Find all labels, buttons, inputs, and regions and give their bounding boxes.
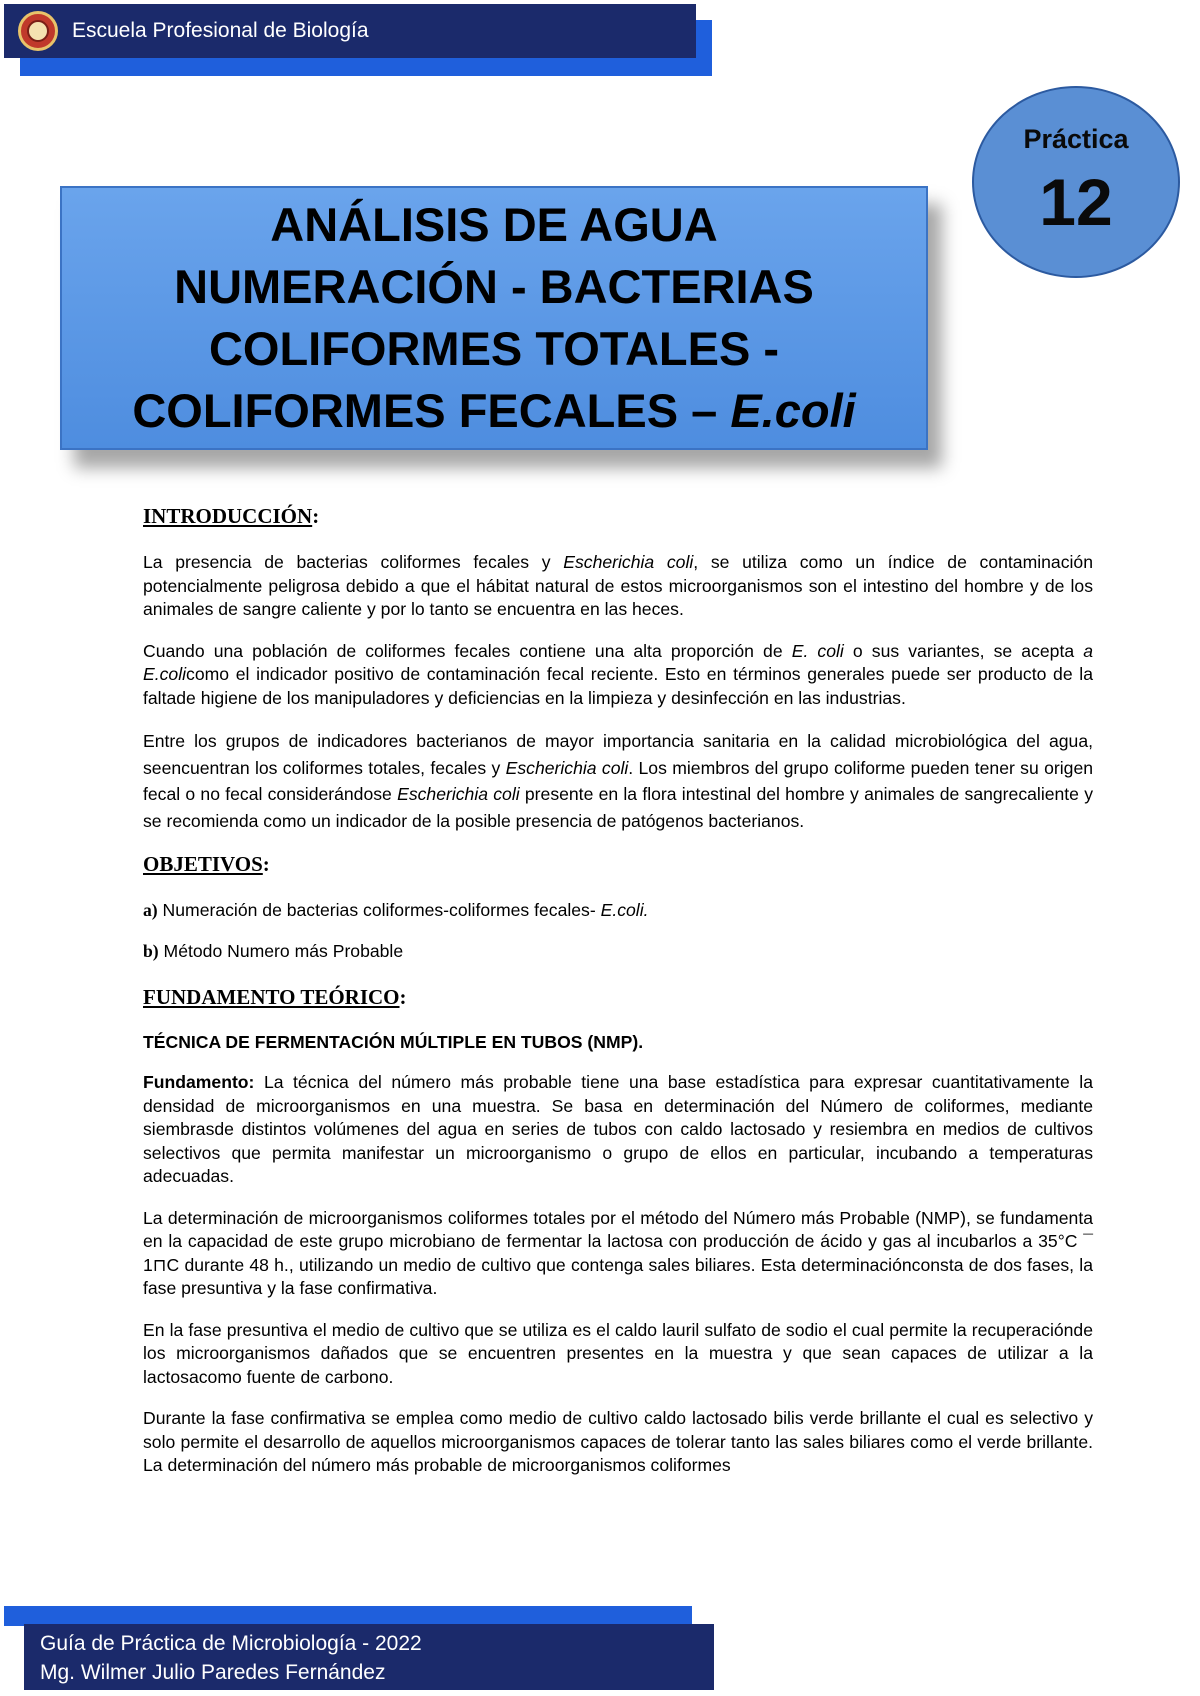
text-run: o sus variantes, se acepta (843, 640, 1084, 661)
practice-badge (972, 86, 1180, 278)
title-line-4-italic: E.coli (730, 384, 856, 437)
text-run: La presencia de bacterias coliformes fecales y (143, 552, 564, 572)
section-heading-theory: FUNDAMENTO TEÓRICO: (143, 985, 407, 1009)
practice-label: Práctica (1023, 124, 1129, 154)
italic-run: Escherichia coli (505, 757, 629, 778)
theory-paragraph-2: La determinación de microorganismos coliformes totales por el método del Número más Probable (NMP), se fundamenta en la capacidad de este grupo microbiano de fermentar la lactosa con producción de ácido y gas al incubarlos a 35°C ¯ 1⊓C durante 48 h., utilizando un medio de cultivo que contenga sales biliares. Esta determinaciónconsta de dos fases, la fase presuntiva y la fase confirmativa. (143, 1207, 1093, 1298)
objective-item-b (143, 940, 1093, 963)
title-box (60, 186, 928, 450)
heading-text: OBJETIVOS (143, 852, 263, 876)
theory-paragraph-3: En la fase presuntiva el medio de cultivo que se utiliza es el caldo lauril sulfato de sodio el cual permite la recuperaciónde los microorganismos dañados que se encuentren presentes en la muestra y que sean capaces de utilizar a la lactosacomo fuente de carbono. (143, 1319, 1093, 1387)
text-run: Método Numero más Probable (158, 941, 404, 961)
theory-paragraph-1 (143, 1071, 1093, 1189)
heading-text: INTRODUCCIÓN (143, 504, 313, 528)
footer-accent-bar (4, 1606, 692, 1626)
intro-paragraph-2 (143, 640, 1093, 711)
text-run: , se utiliza como un índice de contaminación potencialmente peligrosa debido a que el hábitat natural de estos microorganismos son el intestino del hombre y de los animales de sangre caliente y por lo tanto se encuentra en las heces. (143, 552, 1093, 619)
header-bar (4, 4, 696, 58)
section-heading-objectives: OBJETIVOS: (143, 852, 270, 876)
text-run: . Los miembros del grupo coliforme pueden tener su origen fecal o no fecal considerándose (143, 757, 1094, 804)
title-line-2: NUMERACIÓN - BACTERIAS (174, 260, 814, 313)
list-marker: b) (143, 941, 159, 961)
text-run: La técnica del número más probable tiene una base estadística para expresar cuantitativamente la densidad de microorganismos en una muestra. Se basa en determinación del Número de coliformes, mediante siembrasde distintos volúmenes del agua en series de tubos con caldo lactosado y resiembra en medios de cultivos selectivos que permita manifestar un microorganismo o grupo de ellos en particular, incubando a temperaturas adecuadas. (143, 1072, 1093, 1186)
document-body (143, 504, 1093, 1478)
heading-text: FUNDAMENTO TEÓRICO (143, 985, 400, 1009)
text-run: como el indicador positivo de contaminación fecal reciente. Esto en términos generales puede ser producto de la faltade higiene de los manipuladores y deficiencias en la limpieza y desinfección en las industrias. (143, 664, 1093, 708)
footer-course: Guía de Práctica de Microbiología - 2022 (40, 1632, 422, 1655)
italic-run: E.coli. (600, 900, 649, 920)
intro-paragraph-3 (143, 728, 1093, 834)
section-heading-introduction: INTRODUCCIÓN: (143, 504, 320, 528)
footer-author: Mg. Wilmer Julio Paredes Fernández (40, 1661, 386, 1684)
university-logo (18, 11, 58, 51)
italic-run: Escherichia coli (563, 552, 694, 572)
text-run: Entre los grupos de indicadores bacterianos de mayor importancia sanitaria en la calidad microbiológica del agua, seencuentran los coliformes totales, fecales y (143, 731, 1093, 778)
text-run: presente en la flora intestinal del hombre y animales de sangrecaliente y se recomienda como un indicador de la posible presencia de patógenos bacterianos. (143, 784, 1093, 831)
list-marker: a) (143, 900, 158, 920)
title-line-1: ANÁLISIS DE AGUA (270, 198, 718, 251)
technique-subheading: TÉCNICA DE FERMENTACIÓN MÚLTIPLE EN TUBOS (NMP). (143, 1032, 644, 1052)
institution-name: Escuela Profesional de Biología (72, 19, 369, 42)
italic-run: a E.coli (143, 640, 1093, 684)
theory-paragraph-4: Durante la fase confirmativa se emplea como medio de cultivo caldo lactosado bilis verde brillante el cual es selectivo y solo permite el desarrollo de aquellos microorganismos capaces de tolerar tanto las sales biliares como el verde brillante. La determinación del número más probable de microorganismos coliformes (143, 1408, 1093, 1475)
intro-paragraph-1 (143, 551, 1093, 622)
title-line-4 (132, 380, 855, 442)
bold-label: Fundamento: (143, 1072, 255, 1092)
footer-bar (24, 1624, 714, 1690)
italic-run: Escherichia coli (397, 784, 520, 804)
text-run: Numeración de bacterias coliformes-coliformes fecales- (157, 900, 601, 920)
logo-emblem (27, 20, 49, 42)
objective-item-a (143, 899, 1093, 922)
practice-number: 12 (1039, 165, 1113, 239)
title-line-4-text: COLIFORMES FECALES – (132, 384, 731, 437)
title-line-3: COLIFORMES TOTALES - (208, 322, 780, 375)
italic-run: E. coli (791, 640, 844, 661)
text-run: Cuando una población de coliformes fecales contiene una alta proporción de (143, 640, 792, 661)
